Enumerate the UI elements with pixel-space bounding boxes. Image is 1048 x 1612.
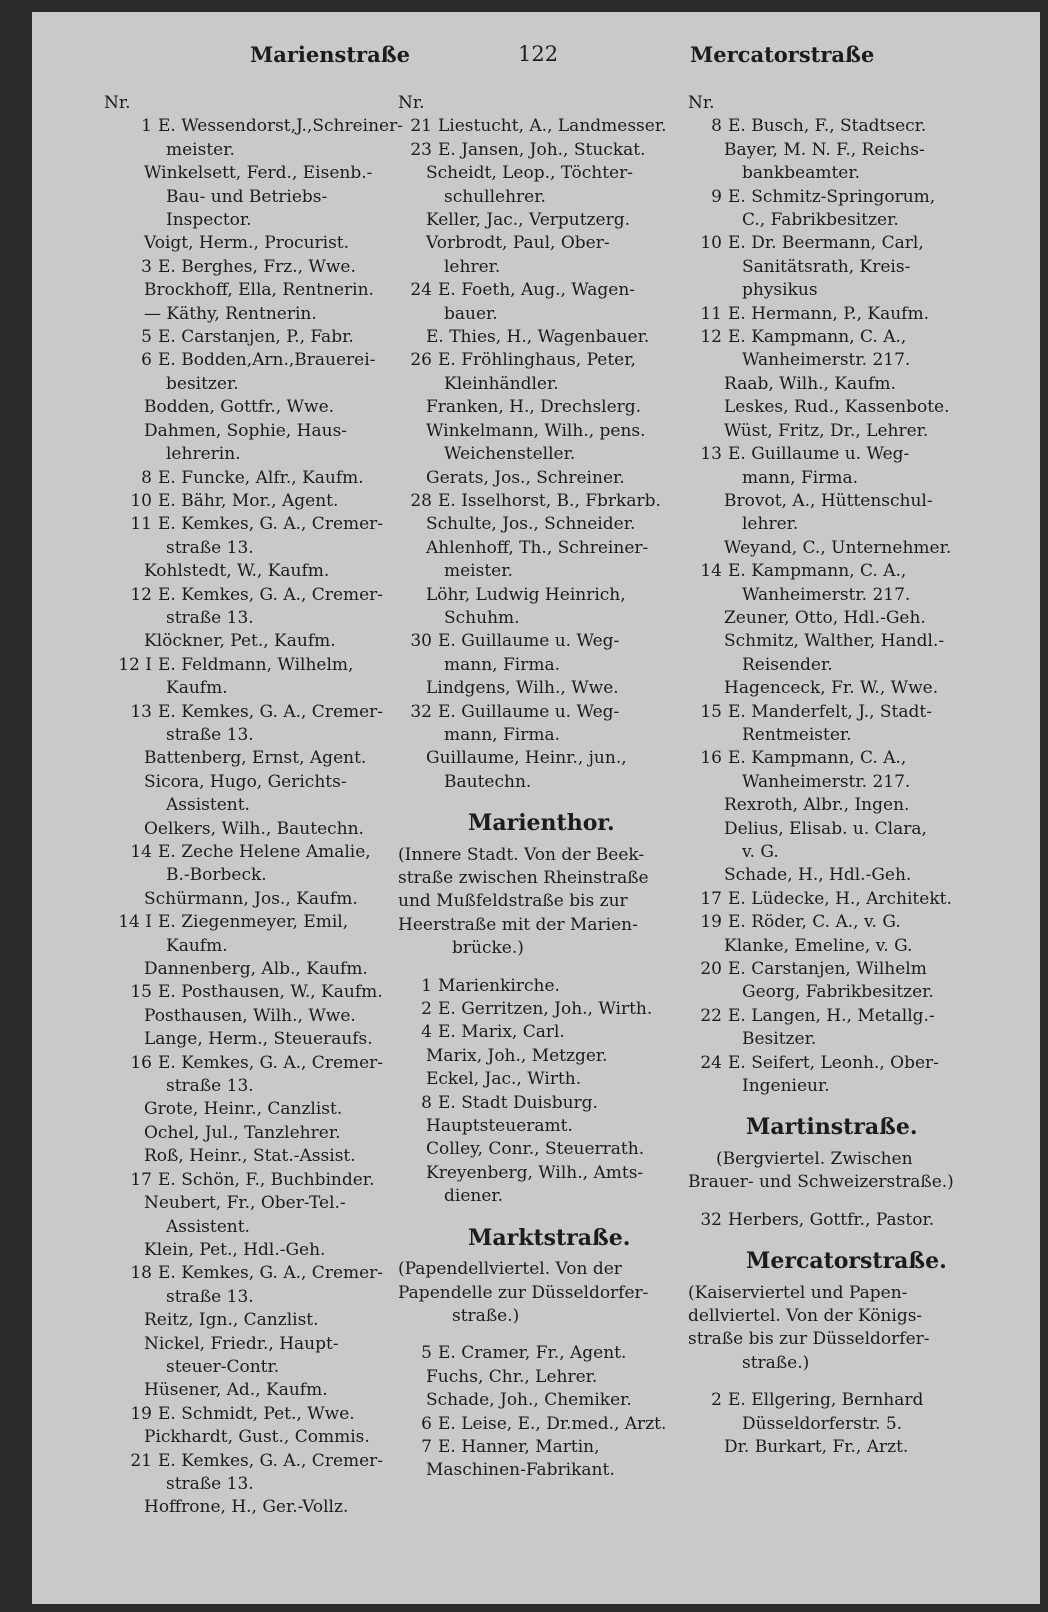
entry-text: E. Kemkes, G. A., Cremer- — [158, 514, 384, 535]
house-number: 8 — [711, 116, 722, 137]
spacer — [398, 961, 734, 975]
directory-entry: Besitzer. — [742, 1029, 817, 1050]
directory-entry: Klöckner, Pet., Kaufm. — [144, 631, 336, 652]
directory-entry — [398, 279, 734, 302]
section-heading: Mercatorstraße. — [746, 1248, 947, 1275]
directory-entry — [398, 115, 734, 138]
entry-text: E. Marix, Carl. — [438, 1022, 565, 1043]
directory-entry: steuer-Contr. — [166, 1356, 280, 1377]
directory-entry: (Bergviertel. Zwischen — [716, 1148, 913, 1169]
house-number: 12 — [700, 327, 722, 348]
entry-text: E. Langen, H., Metallg.- — [728, 1005, 935, 1026]
spacer — [688, 1375, 1032, 1389]
directory-entry — [688, 1209, 1032, 1232]
directory-entry: straße 13. — [166, 724, 254, 745]
entry-text: E. Guillaume u. Weg- — [438, 701, 620, 722]
directory-entry: Leskes, Rud., Kassenbote. — [724, 397, 950, 418]
directory-entry: Kreyenberg, Wilh., Amts- — [426, 1162, 644, 1183]
directory-entry: Oelkers, Wilh., Bautechn. — [144, 818, 364, 839]
directory-entry: Assistent. — [166, 795, 250, 816]
entry-text: E. Jansen, Joh., Stuckat. — [438, 139, 646, 160]
entry-text: E. Seifert, Leonh., Ober- — [728, 1052, 939, 1073]
house-number: 18 — [130, 1263, 152, 1284]
directory-entry: mann, Firma. — [742, 467, 858, 488]
directory-entry: Kohlstedt, W., Kaufm. — [144, 561, 330, 582]
section-heading: Martinstraße. — [746, 1114, 918, 1141]
directory-entry: Weichensteller. — [444, 444, 576, 465]
directory-entry — [104, 256, 434, 279]
house-number: 20 — [700, 959, 722, 980]
directory-entry: Scheidt, Leop., Töchter- — [426, 163, 633, 184]
house-number: 3 — [141, 256, 152, 277]
directory-entry: bankbeamter. — [742, 163, 861, 184]
house-number: 17 — [130, 1169, 152, 1190]
house-number: 10 — [130, 490, 152, 511]
directory-entry — [688, 701, 1032, 724]
directory-entry: Klanke, Emeline, v. G. — [724, 935, 913, 956]
directory-entry: Ahlenhoff, Th., Schreiner- — [426, 537, 649, 558]
house-number: 28 — [410, 490, 432, 511]
directory-entry — [398, 1342, 734, 1365]
house-number: 22 — [700, 1005, 722, 1026]
entry-text: E. Schmidt, Pet., Wwe. — [158, 1403, 355, 1424]
directory-entry: Roß, Heinr., Stat.-Assist. — [144, 1146, 356, 1167]
directory-entry — [104, 1052, 434, 1075]
directory-entry: und Mußfeldstraße bis zur — [398, 891, 628, 912]
directory-entry: Brockhoff, Ella, Rentnerin. — [144, 280, 374, 301]
house-number: 2 — [711, 1390, 722, 1411]
spacer — [398, 1328, 734, 1342]
entry-text: E. Bähr, Mor., Agent. — [158, 490, 339, 511]
directory-entry: Hoffrone, H., Ger.-Vollz. — [144, 1497, 349, 1518]
house-number: 26 — [410, 350, 432, 371]
directory-entry: Vorbrodt, Paul, Ober- — [426, 233, 610, 254]
house-number: 1 — [421, 975, 432, 996]
directory-entry: Reisender. — [742, 654, 833, 675]
directory-entry — [688, 958, 1032, 981]
directory-entry: straße zwischen Rheinstraße — [398, 868, 649, 888]
house-number: 7 — [421, 1436, 432, 1457]
directory-entry: physikus — [742, 280, 818, 301]
entry-text: E. Fröhlinghaus, Peter, — [438, 350, 636, 371]
directory-entry: Wanheimerstr. 217. — [742, 584, 911, 605]
directory-entry: Kaufm. — [166, 935, 228, 956]
directory-entry — [104, 1403, 434, 1426]
entry-text: E. Kemkes, G. A., Cremer- — [158, 1263, 384, 1284]
entry-text: E. Carstanjen, P., Fabr. — [158, 327, 354, 348]
entry-text: E. Kemkes, G. A., Cremer- — [158, 1450, 384, 1471]
directory-entry: Posthausen, Wilh., Wwe. — [144, 1005, 356, 1026]
entry-text: Marienkirche. — [438, 975, 560, 996]
directory-entry: Georg, Fabrikbesitzer. — [742, 982, 934, 1003]
header-left-street: Marienstraße — [250, 42, 411, 67]
entry-text: E. Lüdecke, H., Architekt. — [728, 888, 952, 909]
house-number: 14 — [700, 561, 722, 582]
entry-text: E. Kemkes, G. A., Cremer- — [158, 1052, 384, 1073]
house-number: 2 — [421, 999, 432, 1020]
entry-text: E. Kemkes, G. A., Cremer- — [158, 701, 384, 722]
directory-entry: Rentmeister. — [742, 724, 852, 745]
directory-entry — [398, 139, 734, 162]
entry-text: E. Isselhorst, B., Fbrkarb. — [438, 490, 661, 511]
directory-entry: Delius, Elisab. u. Clara, — [724, 818, 927, 839]
directory-entry: Reitz, Ign., Canzlist. — [144, 1310, 319, 1331]
spacer — [688, 1195, 1032, 1209]
directory-entry — [688, 232, 1032, 255]
directory-entry — [104, 1262, 434, 1285]
directory-entry: Bau- und Betriebs- — [166, 186, 328, 207]
house-number: 19 — [700, 912, 722, 933]
directory-entry: Raab, Wilh., Kaufm. — [724, 373, 896, 394]
directory-page — [32, 12, 1040, 1604]
directory-entry: B.-Borbeck. — [166, 865, 267, 886]
directory-entry — [104, 326, 434, 349]
directory-entry: Maschinen-Fabrikant. — [426, 1460, 615, 1481]
house-number: 21 — [410, 116, 432, 137]
house-number: 12 — [130, 584, 152, 605]
directory-entry: Schuhm. — [444, 607, 520, 628]
directory-entry: mann, Firma. — [444, 654, 560, 675]
directory-entry: Battenberg, Ernst, Agent. — [144, 748, 367, 769]
directory-entry — [688, 303, 1032, 326]
entry-text: E. Cramer, Fr., Agent. — [438, 1343, 627, 1364]
house-number: 6 — [421, 1413, 432, 1434]
house-number: 17 — [700, 888, 722, 909]
directory-entry: Brovot, A., Hüttenschul- — [724, 490, 933, 511]
section-heading: Marktstraße. — [468, 1224, 631, 1251]
directory-entry: (Innere Stadt. Von der Beek- — [398, 844, 645, 865]
entry-text: E. Guillaume u. Weg- — [438, 631, 620, 652]
directory-entry — [688, 888, 1032, 911]
directory-entry: dellviertel. Von der Königs- — [688, 1305, 923, 1326]
directory-entry: lehrer. — [444, 256, 501, 277]
directory-entry — [104, 654, 434, 677]
directory-entry: besitzer. — [166, 373, 239, 394]
directory-entry: Hüsener, Ad., Kaufm. — [144, 1380, 328, 1401]
directory-entry: Schmitz, Walther, Handl.- — [724, 631, 945, 652]
directory-entry: straße 13. — [166, 1076, 254, 1097]
directory-entry — [104, 584, 434, 607]
house-number: 11 — [130, 514, 152, 535]
house-number: 16 — [130, 1052, 152, 1073]
directory-entry: Ochel, Jul., Tanzlehrer. — [144, 1122, 341, 1143]
entry-text: E. Ziegenmeyer, Emil, — [158, 912, 349, 933]
house-number: 5 — [421, 1343, 432, 1364]
directory-entry: straße 13. — [166, 1473, 254, 1494]
directory-entry — [688, 1005, 1032, 1028]
directory-entry: Lange, Herm., Steueraufs. — [144, 1029, 373, 1050]
entry-text: Liestucht, A., Landmesser. — [438, 116, 667, 137]
entry-text: E. Posthausen, W., Kaufm. — [158, 982, 383, 1003]
directory-entry — [104, 1450, 434, 1473]
directory-entry: v. G. — [742, 842, 779, 862]
directory-entry — [398, 1413, 734, 1436]
directory-entry: straße 13. — [166, 1286, 254, 1307]
house-number: 4 — [421, 1022, 432, 1043]
directory-entry: lehrer. — [742, 514, 799, 535]
house-number: 5 — [141, 327, 152, 348]
directory-entry: Bayer, M. N. F., Reichs- — [724, 139, 925, 160]
directory-entry: Zeuner, Otto, Hdl.-Geh. — [724, 607, 926, 628]
page-number: 122 — [518, 42, 559, 66]
directory-entry: meister. — [444, 561, 513, 582]
house-number: 9 — [711, 186, 722, 207]
entry-text: E. Berghes, Frz., Wwe. — [158, 256, 356, 277]
entry-text: E. Bodden,Arn.,Brauerei- — [158, 350, 376, 371]
house-number: 14 — [130, 842, 152, 862]
directory-entry: Löhr, Ludwig Heinrich, — [426, 584, 626, 605]
header-right-street: Mercatorstraße — [690, 42, 875, 67]
directory-entry: meister. — [166, 139, 235, 160]
house-number: 23 — [410, 139, 432, 160]
entry-text: E. Guillaume u. Weg- — [728, 444, 910, 465]
directory-entry: Kleinhändler. — [444, 373, 559, 394]
directory-entry: Keller, Jac., Verputzerg. — [426, 210, 630, 231]
house-number: 13 — [130, 701, 152, 722]
directory-entry: Papendelle zur Düsseldorfer- — [398, 1282, 649, 1303]
directory-entry — [398, 1436, 734, 1459]
directory-entry — [104, 911, 434, 934]
directory-entry: Hagenceck, Fr. W., Wwe. — [724, 678, 939, 699]
column-3 — [688, 92, 1032, 1459]
entry-text: E. Schmitz-Springorum, — [728, 186, 936, 207]
directory-entry — [104, 841, 434, 864]
directory-entry — [104, 1169, 434, 1192]
directory-entry: Dr. Burkart, Fr., Arzt. — [724, 1436, 909, 1457]
directory-entry: Heerstraße mit der Marien- — [398, 914, 638, 935]
house-number: 8 — [421, 1092, 432, 1113]
directory-entry — [398, 998, 734, 1021]
house-number: 15 — [130, 982, 152, 1003]
directory-entry: E. Thies, H., Wagenbauer. — [426, 327, 650, 348]
directory-entry: straße bis zur Düsseldorfer- — [688, 1329, 930, 1350]
directory-entry: Sicora, Hugo, Gerichts- — [144, 771, 347, 792]
house-number: 16 — [700, 748, 722, 769]
directory-entry: Nr. — [688, 93, 715, 113]
directory-entry: Colley, Conr., Steuerrath. — [426, 1139, 645, 1160]
directory-entry: Weyand, C., Unternehmer. — [724, 537, 952, 558]
directory-entry: — Käthy, Rentnerin. — [144, 303, 317, 324]
house-number: 19 — [130, 1403, 152, 1424]
entry-text: E. Busch, F., Stadtsecr. — [728, 116, 927, 137]
directory-entry: Wüst, Fritz, Dr., Lehrer. — [724, 420, 929, 441]
directory-entry: Dannenberg, Alb., Kaufm. — [144, 959, 368, 980]
directory-entry — [104, 115, 434, 138]
directory-entry: Hauptsteueramt. — [426, 1116, 573, 1137]
directory-entry: lehrerin. — [166, 444, 241, 465]
directory-entry — [688, 747, 1032, 770]
directory-entry — [688, 186, 1032, 209]
directory-entry: straße.) — [452, 1305, 520, 1326]
column-2 — [398, 92, 734, 1483]
directory-entry: Sanitätsrath, Kreis- — [742, 256, 911, 277]
directory-entry: Assistent. — [166, 1216, 250, 1237]
house-number: 32 — [700, 1209, 722, 1230]
directory-entry — [398, 630, 734, 653]
directory-entry: Bodden, Gottfr., Wwe. — [144, 397, 335, 418]
directory-entry: mann, Firma. — [444, 724, 560, 745]
directory-entry: Schade, Joh., Chemiker. — [426, 1390, 632, 1411]
section-heading: Marienthor. — [468, 810, 615, 837]
entry-text: Herbers, Gottfr., Pastor. — [728, 1209, 935, 1230]
house-number: 15 — [700, 701, 722, 722]
directory-entry: Fuchs, Chr., Lehrer. — [426, 1366, 598, 1387]
house-number: 12 I — [118, 654, 152, 675]
directory-entry: Pickhardt, Gust., Commis. — [144, 1427, 370, 1448]
directory-entry: Voigt, Herm., Procurist. — [144, 233, 350, 254]
directory-entry: Inspector. — [166, 210, 252, 231]
directory-entry: straße 13. — [166, 537, 254, 558]
directory-entry: Klein, Pet., Hdl.-Geh. — [144, 1239, 326, 1260]
directory-entry: Kaufm. — [166, 678, 228, 699]
entry-text: E. Kemkes, G. A., Cremer- — [158, 584, 384, 605]
house-number: 13 — [700, 444, 722, 465]
directory-entry: Eckel, Jac., Wirth. — [426, 1069, 582, 1090]
directory-entry: Brauer- und Schweizerstraße.) — [688, 1172, 954, 1193]
house-number: 1 — [141, 116, 152, 137]
directory-entry: diener. — [444, 1186, 504, 1207]
directory-entry: Marix, Joh., Metzger. — [426, 1045, 608, 1066]
directory-entry: Franken, H., Drechslerg. — [426, 397, 642, 418]
directory-entry — [398, 1021, 734, 1044]
house-number: 21 — [130, 1450, 152, 1471]
directory-entry: Neubert, Fr., Ober-Tel.- — [144, 1193, 346, 1214]
directory-entry — [398, 1092, 734, 1115]
directory-entry: Dahmen, Sophie, Haus- — [144, 420, 348, 441]
directory-entry — [398, 701, 734, 724]
directory-entry — [104, 467, 434, 490]
entry-text: E. Zeche Helene Amalie, — [158, 842, 371, 862]
directory-entry — [688, 326, 1032, 349]
entry-text: E. Stadt Duisburg. — [438, 1092, 598, 1113]
house-number: 11 — [700, 303, 722, 324]
directory-entry: Schade, H., Hdl.-Geh. — [724, 865, 912, 886]
directory-entry: Schulte, Jos., Schneider. — [426, 514, 636, 535]
entry-text: E. Funcke, Alfr., Kaufm. — [158, 467, 364, 488]
entry-text: E. Carstanjen, Wilhelm — [728, 959, 927, 980]
entry-text: E. Manderfelt, J., Stadt- — [728, 701, 932, 722]
directory-entry: bauer. — [444, 303, 498, 324]
directory-entry: (Papendellviertel. Von der — [398, 1259, 622, 1280]
directory-entry: C., Fabrikbesitzer. — [742, 210, 899, 231]
directory-entry: straße.) — [742, 1352, 810, 1373]
directory-entry: Ingenieur. — [742, 1076, 830, 1097]
entry-text: E. Dr. Beermann, Carl, — [728, 233, 924, 254]
entry-text: E. Hanner, Martin, — [438, 1436, 600, 1457]
directory-entry: Düsseldorferstr. 5. — [742, 1413, 903, 1434]
directory-entry: straße 13. — [166, 607, 254, 628]
directory-entry — [398, 975, 734, 998]
directory-entry — [398, 490, 734, 513]
directory-entry: Gerats, Jos., Schreiner. — [426, 467, 625, 488]
entry-text: E. Feldmann, Wilhelm, — [158, 654, 354, 675]
entry-text: E. Kampmann, C. A., — [728, 327, 907, 348]
directory-entry — [688, 115, 1032, 138]
directory-entry: Lindgens, Wilh., Wwe. — [426, 678, 619, 699]
directory-entry: brücke.) — [452, 938, 524, 959]
directory-entry — [104, 490, 434, 513]
directory-entry: schullehrer. — [444, 186, 546, 207]
entry-text: E. Gerritzen, Joh., Wirth. — [438, 999, 653, 1020]
house-number: 6 — [141, 350, 152, 371]
directory-entry: Rexroth, Albr., Ingen. — [724, 795, 910, 816]
entry-text: E. Hermann, P., Kaufm. — [728, 303, 929, 324]
directory-entry — [688, 560, 1032, 583]
entry-text: E. Röder, C. A., v. G. — [728, 912, 901, 933]
directory-entry: Nr. — [398, 93, 425, 113]
directory-entry — [104, 349, 434, 372]
directory-entry — [398, 349, 734, 372]
directory-entry: (Kaiserviertel und Papen- — [688, 1282, 908, 1303]
entry-text: E. Schön, F., Buchbinder. — [158, 1169, 375, 1190]
entry-text: E. Leise, E., Dr.med., Arzt. — [438, 1413, 667, 1434]
house-number: 14 I — [118, 912, 152, 933]
entry-text: E. Wessendorst,J.,Schreiner- — [158, 116, 403, 137]
house-number: 24 — [410, 280, 432, 301]
directory-entry — [688, 911, 1032, 934]
entry-text: E. Foeth, Aug., Wagen- — [438, 280, 636, 301]
entry-text: E. Ellgering, Bernhard — [728, 1390, 924, 1411]
directory-entry: Grote, Heinr., Canzlist. — [144, 1099, 343, 1120]
entry-text: E. Kampmann, C. A., — [728, 561, 907, 582]
directory-entry: Nr. — [104, 93, 131, 113]
directory-entry: Bautechn. — [444, 771, 532, 792]
directory-entry — [104, 701, 434, 724]
directory-entry — [688, 1052, 1032, 1075]
directory-entry: Wanheimerstr. 217. — [742, 771, 911, 792]
directory-entry: Schürmann, Jos., Kaufm. — [144, 888, 358, 909]
directory-entry — [688, 1389, 1032, 1412]
directory-entry: Guillaume, Heinr., jun., — [426, 748, 627, 769]
directory-entry — [104, 513, 434, 536]
directory-entry — [104, 981, 434, 1004]
directory-entry: Winkelmann, Wilh., pens. — [426, 420, 646, 441]
column-1 — [104, 92, 434, 1520]
house-number: 8 — [141, 467, 152, 488]
directory-entry: Winkelsett, Ferd., Eisenb.- — [144, 163, 373, 184]
house-number: 24 — [700, 1052, 722, 1073]
directory-entry — [688, 443, 1032, 466]
directory-entry: Nickel, Friedr., Haupt- — [144, 1333, 339, 1354]
entry-text: E. Kampmann, C. A., — [728, 748, 907, 769]
house-number: 32 — [410, 701, 432, 722]
directory-entry: Wanheimerstr. 217. — [742, 350, 911, 371]
house-number: 10 — [700, 233, 722, 254]
house-number: 30 — [410, 631, 432, 652]
